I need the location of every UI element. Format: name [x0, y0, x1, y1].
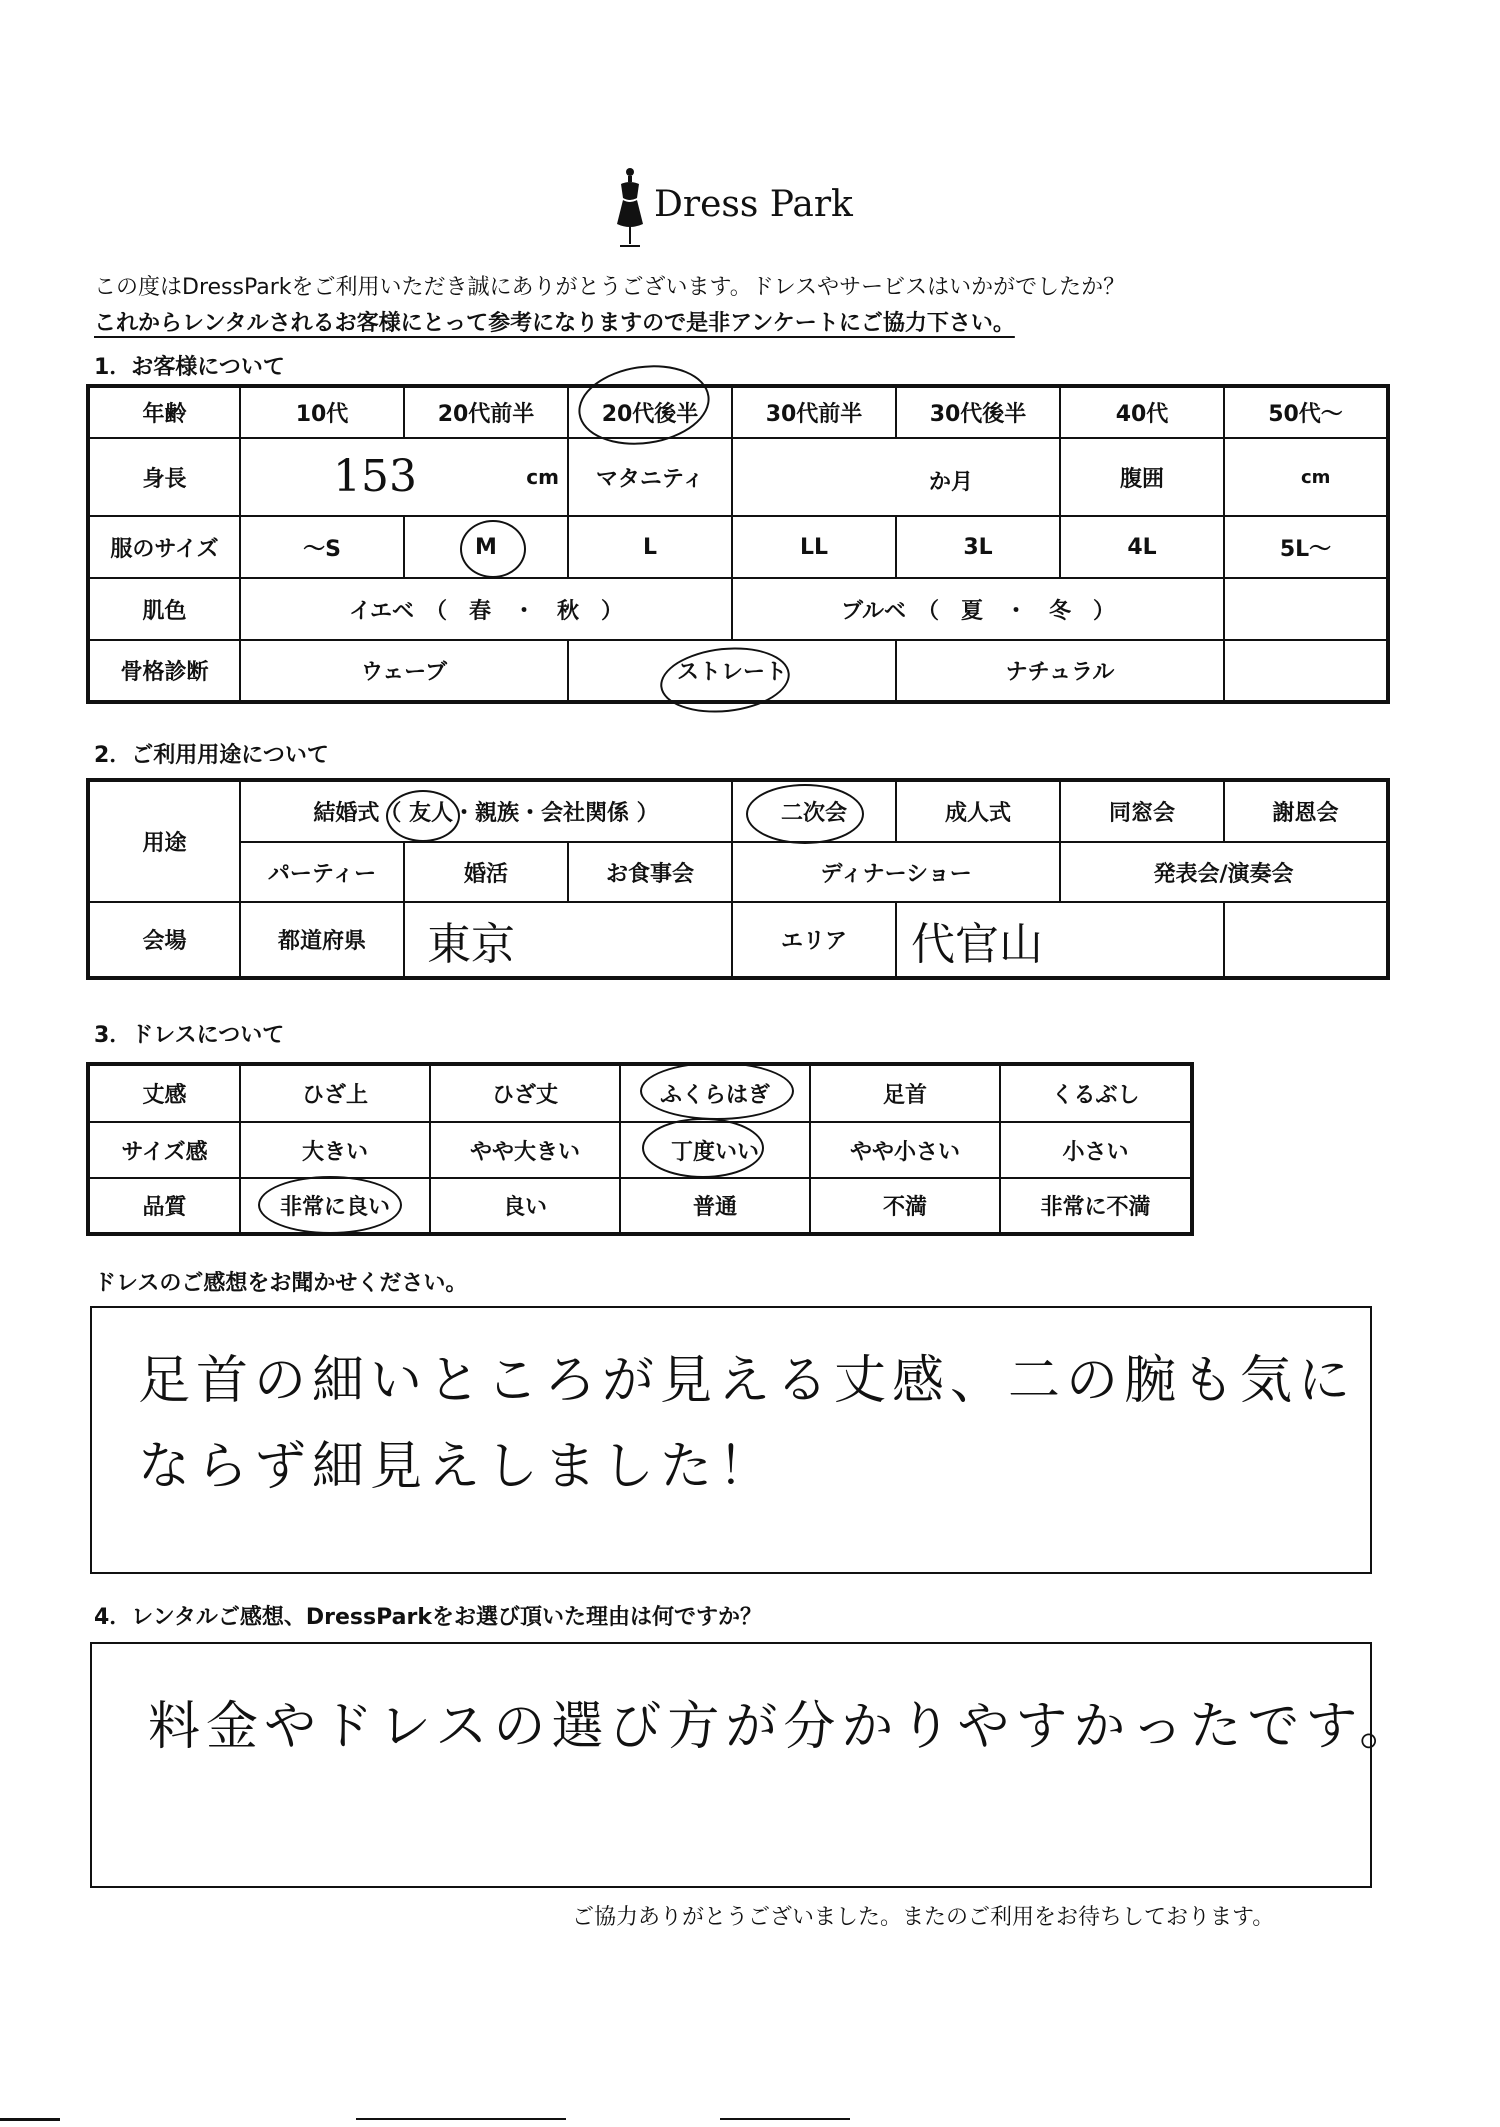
- usage-table: [86, 778, 1390, 980]
- scan-edge-mark: [356, 2118, 566, 2120]
- size-option[interactable]: 3L: [896, 516, 1060, 578]
- purpose-option[interactable]: お食事会: [568, 842, 732, 902]
- quality-option[interactable]: 不満: [810, 1178, 1000, 1234]
- selected-mark: [258, 1176, 402, 1234]
- fit-option[interactable]: 小さい: [1000, 1122, 1192, 1178]
- section4-title: 4．レンタルご感想、DressParkをお選び頂いた理由は何ですか？: [94, 1605, 762, 1630]
- quality-label: 品質: [88, 1178, 240, 1234]
- age-option[interactable]: 30代後半: [896, 386, 1060, 438]
- quality-option-selected[interactable]: 非常に良い: [240, 1178, 430, 1234]
- purpose-wedding-option[interactable]: 結婚式（ 友人・親族・会社関係 ）: [240, 780, 732, 842]
- age-option[interactable]: 40代: [1060, 386, 1224, 438]
- selected-mark: [642, 1118, 764, 1178]
- dress-comment-prompt: ドレスのご感想をお聞かせください。: [94, 1271, 468, 1296]
- logo-brand-text: Dress Park: [654, 184, 853, 225]
- size-option[interactable]: LL: [732, 516, 896, 578]
- frame-option[interactable]: ナチュラル: [896, 640, 1224, 702]
- intro-line-2: これからレンタルされるお客様にとって参考になりますので是非アンケートにご協力下さい。: [94, 311, 1015, 336]
- age-option-selected[interactable]: 20代後半: [568, 386, 732, 438]
- closing-thanks: ご協力ありがとうございました。またのご利用をお待ちしております。: [572, 1905, 1275, 1930]
- length-label: 丈感: [88, 1064, 240, 1122]
- fit-option[interactable]: 大きい: [240, 1122, 430, 1178]
- fit-option-selected[interactable]: 丁度いい: [620, 1122, 810, 1178]
- venue-row: [88, 902, 1388, 978]
- dress-comment-line: 足首の細いところが見える丈感、二の腕も気に: [138, 1351, 1357, 1411]
- area-label: エリア: [732, 902, 896, 978]
- length-option[interactable]: 足首: [810, 1064, 1000, 1122]
- dress-form-icon: [610, 164, 650, 254]
- frame-option[interactable]: ウェーブ: [240, 640, 568, 702]
- size-row: [88, 516, 1388, 578]
- length-option-selected[interactable]: ふくらはぎ: [620, 1064, 810, 1122]
- length-option[interactable]: ひざ上: [240, 1064, 430, 1122]
- purpose-option[interactable]: 婚活: [404, 842, 568, 902]
- purpose-option[interactable]: 成人式: [896, 780, 1060, 842]
- scan-edge-mark: [0, 2118, 60, 2121]
- age-option[interactable]: 50代～: [1224, 386, 1388, 438]
- purpose-option[interactable]: ディナーショー: [732, 842, 1060, 902]
- length-option[interactable]: くるぶし: [1000, 1064, 1192, 1122]
- quality-row: [88, 1178, 1192, 1234]
- intro-line-1: この度はDressParkをご利用いただき誠にありがとうございます。ドレスやサービスはいかがでしたか？: [94, 275, 1126, 300]
- frame-label: 骨格診断: [88, 640, 240, 702]
- waist-unit: cm: [1301, 467, 1331, 488]
- months-unit: か月: [929, 470, 974, 495]
- scan-edge-mark: [720, 2118, 850, 2120]
- quality-option[interactable]: 良い: [430, 1178, 620, 1234]
- purpose-option[interactable]: 謝恩会: [1224, 780, 1388, 842]
- purpose-option[interactable]: 発表会/演奏会: [1060, 842, 1388, 902]
- selected-mark: [746, 784, 864, 844]
- length-option[interactable]: ひざ丈: [430, 1064, 620, 1122]
- prefecture-value[interactable]: 東京: [404, 902, 732, 978]
- skin-blue-option[interactable]: ブルベ （ 夏 ・ 冬 ）: [732, 578, 1224, 640]
- section1-title: 1．お客様について: [94, 355, 285, 380]
- age-option[interactable]: 10代: [240, 386, 404, 438]
- age-option[interactable]: 20代前半: [404, 386, 568, 438]
- waist-label: 腹囲: [1060, 438, 1224, 516]
- dress-comment-box[interactable]: [90, 1306, 1372, 1574]
- section2-title: 2．ご利用用途について: [94, 743, 329, 768]
- age-option[interactable]: 30代前半: [732, 386, 896, 438]
- size-option-selected[interactable]: M: [404, 516, 568, 578]
- size-label: 服のサイズ: [88, 516, 240, 578]
- quality-option[interactable]: 普通: [620, 1178, 810, 1234]
- purpose-option[interactable]: 同窓会: [1060, 780, 1224, 842]
- dress-comment-line: ならず細見えしました！: [138, 1437, 777, 1497]
- purpose-row-2: [88, 842, 1388, 902]
- height-unit: cm: [526, 465, 559, 489]
- skin-yellow-option[interactable]: イエベ （ 春 ・ 秋 ）: [240, 578, 732, 640]
- height-row: [88, 438, 1388, 516]
- purpose-row-1: [88, 780, 1388, 842]
- prefecture-label: 都道府県: [240, 902, 404, 978]
- selected-mark: [460, 520, 526, 578]
- size-option[interactable]: L: [568, 516, 732, 578]
- height-field[interactable]: [240, 438, 568, 516]
- fit-label: サイズ感: [88, 1122, 240, 1178]
- height-label: 身長: [88, 438, 240, 516]
- purpose-option-selected[interactable]: 二次会: [732, 780, 896, 842]
- quality-option[interactable]: 非常に不満: [1000, 1178, 1192, 1234]
- section3-title: 3．ドレスについて: [94, 1023, 285, 1048]
- age-row: [88, 386, 1388, 438]
- size-option[interactable]: ～S: [240, 516, 404, 578]
- purpose-option[interactable]: パーティー: [240, 842, 404, 902]
- venue-label: 会場: [88, 902, 240, 978]
- purpose-label: 用途: [88, 780, 240, 902]
- reason-answer-box[interactable]: [90, 1642, 1418, 1888]
- waist-field[interactable]: [1224, 438, 1388, 516]
- fit-option[interactable]: やや小さい: [810, 1122, 1000, 1178]
- reason-answer-line: 料金やドレスの選び方が分かりやすかったです。: [148, 1697, 1418, 1757]
- maternity-label: マタニティ: [568, 438, 732, 516]
- fit-row: [88, 1122, 1192, 1178]
- selected-mark: [386, 790, 460, 842]
- frame-option-selected[interactable]: ストレート: [568, 640, 896, 702]
- selected-mark: [640, 1062, 794, 1120]
- size-option[interactable]: 4L: [1060, 516, 1224, 578]
- age-label: 年齢: [88, 386, 240, 438]
- skin-row: [88, 578, 1388, 640]
- skin-label: 肌色: [88, 578, 240, 640]
- height-value: 153: [333, 451, 417, 502]
- dresspark-logo: [610, 164, 870, 254]
- area-value[interactable]: 代官山: [896, 902, 1224, 978]
- size-option[interactable]: 5L～: [1224, 516, 1388, 578]
- maternity-months-field[interactable]: [732, 438, 1060, 516]
- fit-option[interactable]: やや大きい: [430, 1122, 620, 1178]
